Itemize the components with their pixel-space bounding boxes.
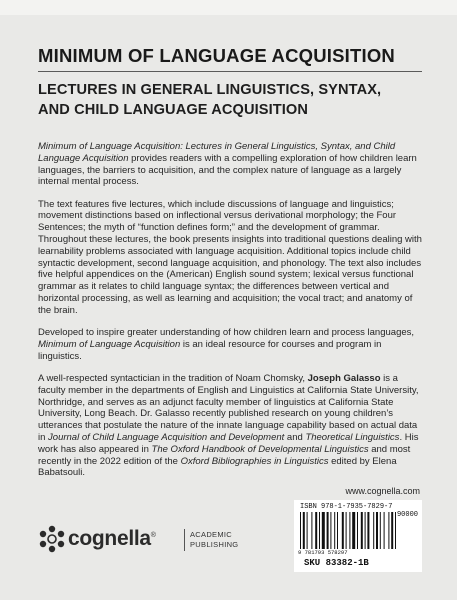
barcode-digits: 9 781793 578297 (298, 549, 348, 556)
barcode-bar (311, 512, 312, 549)
isbn-label: ISBN 978-1-7935-7829-7 (300, 503, 393, 511)
author-bio-paragraph (38, 373, 422, 479)
bio-text-3: and (284, 432, 306, 444)
book-subtitle (38, 80, 422, 120)
barcode-bar (322, 512, 325, 549)
registered-mark: ® (150, 532, 156, 539)
division-line-1: ACADEMIC (190, 530, 232, 539)
price-code: 90000 (396, 511, 418, 519)
publisher-website[interactable]: www.cognella.com (345, 486, 420, 496)
bio-text-4: . His work has also appeared in (38, 432, 419, 455)
barcode-bar (391, 512, 393, 549)
intro-text: provides readers with a compelling exploration of how children learn languages, the barriers to acquisition, and the complex nature of language as a largely internal mental process. (38, 152, 417, 188)
barcode-bar (365, 512, 366, 549)
bio-text-2: is a faculty member in the departments of English and Linguistics at California State University, Northridge, and serves as an adjunct faculty member of linguistics at California State University, Long Beach. Dr. Galasso recently published research on young children’s utterances that postulate the nature of the innate language capability based on actual data in (38, 373, 419, 444)
bio-text-1: A well-respected syntactician in the tradition of Noam Chomsky, (38, 373, 308, 385)
book-title: MINIMUM OF LANGUAGE ACQUISITION (38, 45, 395, 66)
isbn-barcode-block (294, 500, 422, 572)
barcode-bar (327, 512, 329, 549)
barcode-bar (367, 512, 369, 549)
barcode-bar (307, 512, 308, 549)
barcode-bar (319, 512, 320, 549)
publisher-name (68, 527, 156, 551)
barcode-bar (357, 512, 358, 549)
barcode-bar (337, 512, 338, 549)
barcode-icon (298, 512, 418, 549)
purpose-text-2: is an ideal resource for courses and program in linguistics. (38, 338, 382, 362)
barcode-bar (352, 512, 355, 549)
subtitle-line-1: LECTURES IN GENERAL LINGUISTICS, SYNTAX, (38, 82, 382, 98)
barcode-bar (346, 512, 347, 549)
barcode-bar (388, 512, 389, 549)
back-cover-description (38, 141, 422, 490)
barcode-bar (384, 512, 385, 549)
barcode-bar (395, 512, 396, 549)
publisher-division (190, 530, 238, 550)
barcode-bar (373, 512, 374, 549)
barcode-bar (376, 512, 378, 549)
bio-text-6: edited by Elena Babatsouli. (38, 455, 397, 479)
sku-number: SKU 83382-1B (304, 558, 369, 568)
title-divider (38, 71, 422, 72)
barcode-bar (300, 512, 301, 549)
journal-2: Theoretical Linguistics (305, 432, 400, 444)
handbook-title: The Oxford Handbook of Developmental Linguistics (151, 443, 369, 455)
intro-paragraph (38, 141, 422, 188)
purpose-paragraph (38, 327, 422, 362)
purpose-title-italic: Minimum of Language Acquisition (38, 338, 181, 350)
book-title-italic: Minimum of Language Acquisition: Lectures in General Linguistics, Syntax, and Child Language Acquisition (38, 141, 396, 164)
cognella-mark-icon (38, 525, 66, 553)
division-line-2: PUBLISHING (190, 540, 239, 549)
publisher-name-text: cognella (68, 527, 151, 550)
barcode-bar (361, 512, 363, 549)
barcode-bar (380, 512, 381, 549)
publisher-logo (38, 525, 258, 555)
purpose-text-1: Developed to inspire greater understanding of how children learn and process languages, (38, 327, 415, 339)
barcode-bar (330, 512, 331, 549)
barcode-bar (342, 512, 344, 549)
journal-1: Journal of Child Language Acquisition and Development (48, 432, 285, 444)
barcode-bar (303, 512, 305, 549)
author-name: Joseph Galasso (307, 373, 381, 385)
barcode-bar (334, 512, 335, 549)
top-band (0, 0, 457, 15)
logo-divider (184, 529, 185, 551)
barcode-bar (315, 512, 317, 549)
bio-text-5: and most recently in the 2022 edition of the (38, 443, 411, 467)
bibliographies-title: Oxford Bibliographies in Linguistics (180, 455, 329, 467)
subtitle-line-2: AND CHILD LANGUAGE ACQUISITION (38, 102, 309, 118)
barcode-bar (349, 512, 350, 549)
lectures-paragraph: The text features five lectures, which include discussions of language and linguistics; movement distinctions based on inflectional versus derivational morphology; the Four Sentences; the myth of “function defines form;” and the development of grammar. Throughout these lectures, the book presents insights into traditional questions dealing with learnability problems associated with language acquisition. Additional topics include child syntactic development, second language acquisition, and phonology. The text also includes five helpful appendices on the (American) English sound system; lexical versus functional grammar as it relates to child language syntax; the differences between vertical and horizontal processing, as well as learning and acquisition; the vocal tract; and anatomy of the brain. (38, 198, 422, 316)
